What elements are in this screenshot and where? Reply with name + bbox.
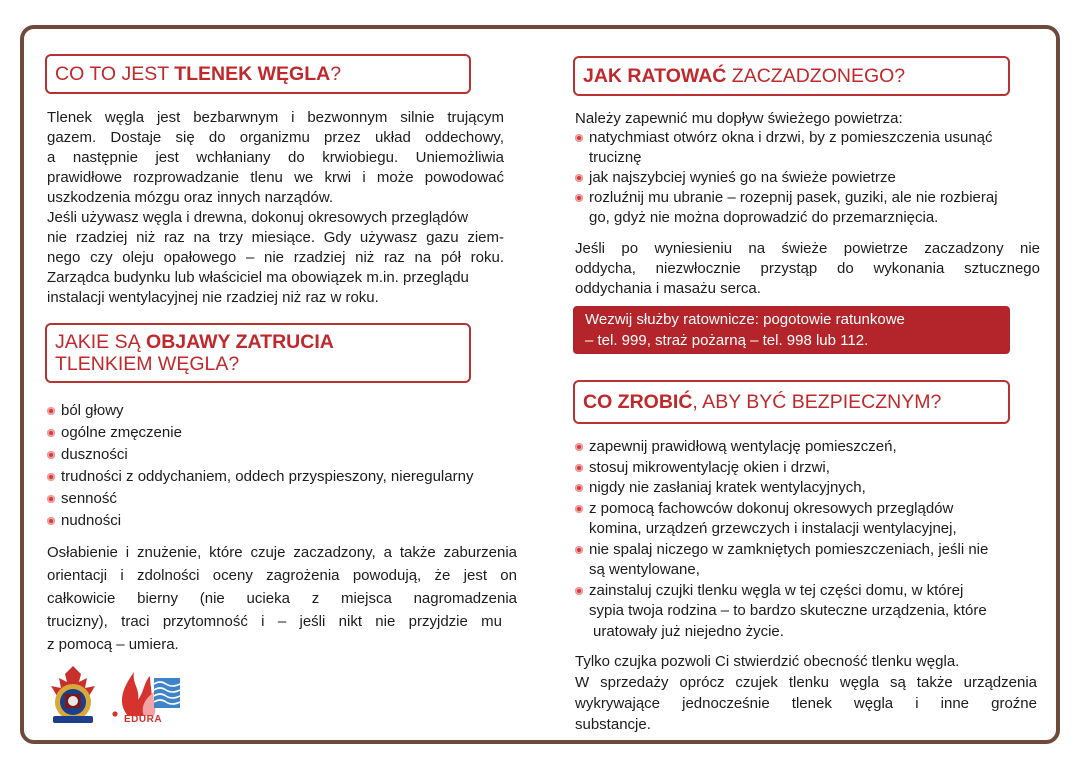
edura-logo: EDURA	[110, 662, 182, 728]
symptoms-list	[47, 400, 473, 532]
heading-what-is-co: CO TO JEST TLENEK WĘGLA?	[45, 54, 471, 94]
heading-how-to-rescue: JAK RATOWAĆ ZACZADZONEGO?	[573, 56, 1010, 96]
bullet-icon	[47, 517, 55, 525]
rescue-intro: Należy zapewnić mu dopływ świeżego powietrza:	[575, 110, 903, 127]
heading-how-to-be-safe: CO ZROBIĆ, ABY BYĆ BEZPIECZNYM?	[573, 380, 1010, 424]
list-item: nudności	[47, 510, 473, 532]
list-item: duszności	[47, 444, 473, 466]
bullet-icon	[575, 546, 583, 554]
bullet-icon	[47, 473, 55, 481]
safety-list	[575, 437, 988, 642]
list-item: nigdy nie zasłaniaj kratek wentylacyjnych,	[575, 478, 988, 499]
list-item: nie spalaj niczego w zamkniętych pomieszczeniach, jeśli nie są wentylowane,	[575, 540, 988, 581]
list-item: zapewnij prawidłową wentylację pomieszczeń,	[575, 437, 988, 458]
bullet-icon	[47, 407, 55, 415]
symptoms-description: Osłabienie i znużenie, które czuje zaczadzony, a także zaburzenia orientacji i zdolności oceny zagrożenia powodują, że jest on całkowicie bierny (nie ucieka z miejsca nagromadzenia trucizny), traci przytomność i – jeśli nikt nie przyjdzie mu z pomocą – umiera.	[47, 544, 517, 653]
list-item: ogólne zmęczenie	[47, 422, 473, 444]
bullet-icon	[575, 194, 583, 202]
emergency-numbers-box: Wezwij służby ratownicze: pogotowie ratunkowe – tel. 999, straż pożarną – tel. 998 lub 112.	[573, 306, 1010, 354]
bullet-icon	[575, 464, 583, 472]
list-item: jak najszybciej wynieś go na świeże powietrze	[575, 168, 998, 188]
rescue-list	[575, 128, 998, 228]
list-item: senność	[47, 488, 473, 510]
bullet-icon	[575, 443, 583, 451]
bullet-icon	[47, 451, 55, 459]
heading-symptoms: JAKIE SĄ OBJAWY ZATRUCIA TLENKIEM WĘGLA?	[45, 323, 471, 383]
bullet-icon	[575, 587, 583, 595]
rescue-description: Jeśli po wyniesieniu na świeże powietrze zaczadzony nie oddycha, niezwłocznie przystąp do wykonania sztucznego oddychania i masażu serca.	[575, 240, 1040, 297]
list-item: zainstaluj czujki tlenku węgla w tej części domu, w której sypia twoja rodzina – to bardzo skuteczne urządzenia, które uratowały już niejedno życie.	[575, 581, 988, 643]
bullet-icon	[47, 495, 55, 503]
bullet-icon	[575, 484, 583, 492]
bullet-icon	[575, 505, 583, 513]
bullet-icon	[47, 429, 55, 437]
list-item: ból głowy	[47, 400, 473, 422]
list-item: trudności z oddychaniem, oddech przyspieszony, nieregularny	[47, 466, 473, 488]
co-description: Tlenek węgla jest bezbarwnym i bezwonnym silnie trującym gazem. Dostaje się do organizmu przez układ oddechowy, a następnie jest wchłaniany do krwiobiegu. Uniemożliwia prawidłowe rozprowadzanie tlenu we krwi i może powodować uszkodzenia mózgu oraz innych narządów. Jeśli używasz węgla i drewna, dokonuj okresowych przeglądów nie rzadziej niż raz na trzy miesiące. Gdy używasz gazu ziem- nego czy oleju opałowego – nie rzadziej niż raz na pół roku. Zarządca budynku lub właściciel ma obowiązek m.in. przeglądu instalacji wentylacyjnej nie rzadziej niż raz w roku.	[47, 109, 504, 306]
list-item: stosuj mikrowentylację okien i drzwi,	[575, 458, 988, 479]
bullet-icon	[575, 174, 583, 182]
list-item: rozluźnij mu ubranie – rozepnij pasek, guziki, ale nie rozbieraj go, gdyż nie można doprowadzić do przemarznięcia.	[575, 188, 998, 228]
list-item: natychmiast otwórz okna i drzwi, by z pomieszczenia usunąć truciznę	[575, 128, 998, 168]
detector-info: Tylko czujka pozwoli Ci stwierdzić obecność tlenku węgla. W sprzedaży oprócz czujek tlenku węgla są także urządzenia wykrywające jednocześnie tlenek węgla i inne groźne substancje.	[575, 653, 1037, 733]
list-item: z pomocą fachowców dokonuj okresowych przeglądów komina, urządzeń grzewczych i instalacji wentylacyjnej,	[575, 499, 988, 540]
fire-brigade-logo	[45, 664, 101, 726]
bullet-icon	[575, 134, 583, 142]
